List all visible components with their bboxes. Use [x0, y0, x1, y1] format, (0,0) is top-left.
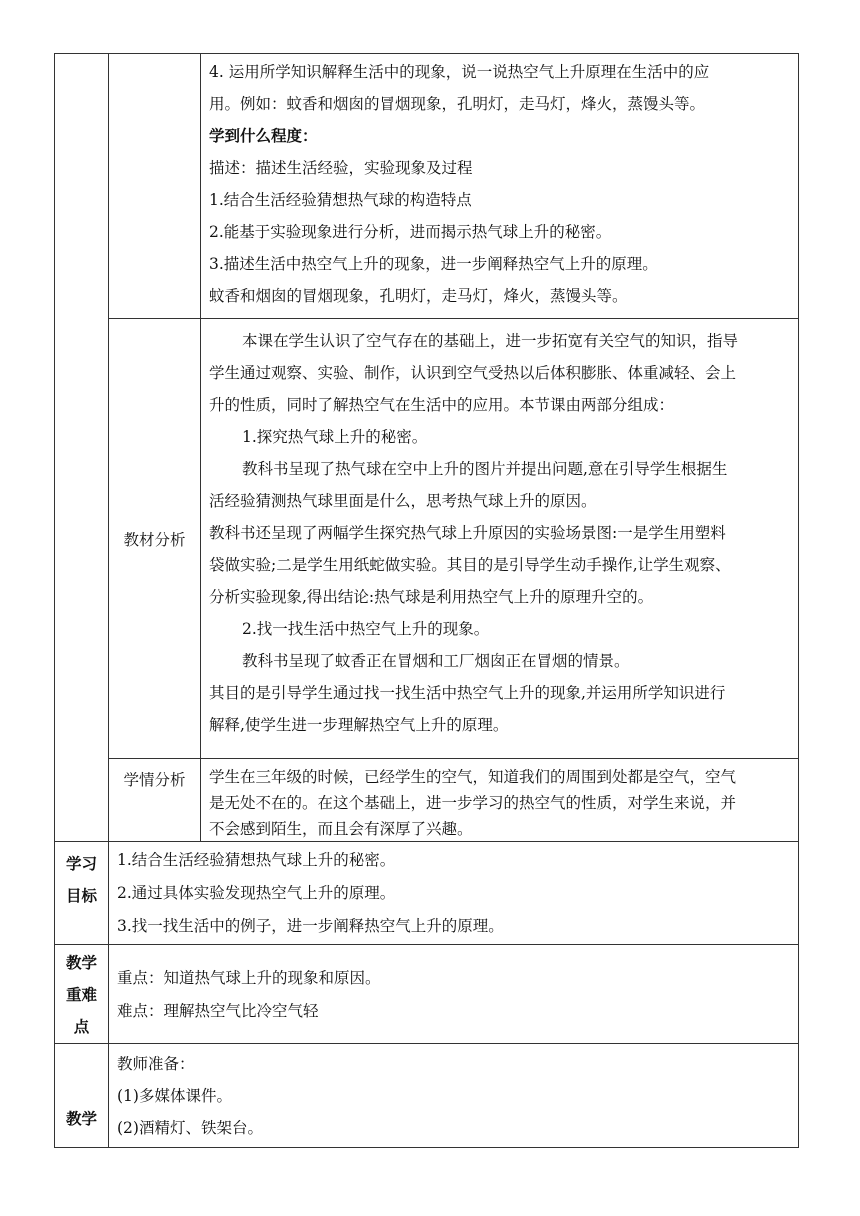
material-analysis-content	[201, 319, 799, 759]
key-points-header-line: 重难	[65, 986, 97, 1004]
text-line: 分析实验现象,得出结论:热气球是利用热空气上升的原理升空的。	[209, 588, 654, 606]
text-line: 用。例如：蚊香和烟囱的冒烟现象，孔明灯，走马灯，烽火，蒸馒头等。	[209, 95, 706, 113]
text-line: 活经验猜测热气球里面是什么，思考热气球上升的原因。	[209, 492, 597, 510]
prep-item: (1)多媒体课件。	[117, 1087, 232, 1105]
prep-content	[109, 1044, 799, 1148]
row-key-points	[55, 945, 799, 1044]
prep-item: (2)酒精灯、铁架台。	[117, 1119, 263, 1137]
key-point-item: 重点：知道热气球上升的现象和原因。	[117, 969, 381, 987]
text-line: 本课在学生认识了空气存在的基础上，进一步拓宽有关空气的知识，指导	[242, 332, 739, 350]
list-item: 蚊香和烟囱的冒烟现象，孔明灯，走马灯，烽火，蒸馒头等。	[209, 287, 628, 305]
prep-item: 教师准备：	[117, 1055, 195, 1073]
text-line: 学生在三年级的时候，已经学生的空气，知道我们的周围到处都是空气，空气	[209, 768, 737, 786]
list-item: 描述：描述生活经验，实验现象及过程	[209, 159, 473, 177]
text-line: 升的性质，同时了解热空气在生活中的应用。本节课由两部分组成：	[209, 396, 675, 414]
text-line: 学生通过观察、实验、制作，认识到空气受热以后体积膨胀、体重减轻、会上	[209, 364, 737, 382]
goal-item: 1.结合生活经验猜想热气球上升的秘密。	[117, 851, 396, 869]
prep-header-text: 教学	[65, 1110, 97, 1128]
text-line: 解释,使学生进一步理解热空气上升的原理。	[209, 716, 509, 734]
text-line: 4. 运用所学知识解释生活中的现象，说一说热空气上升原理在生活中的应	[209, 63, 710, 81]
empty-header-cell	[55, 54, 109, 842]
material-analysis-label: 教材分析	[109, 319, 201, 759]
key-point-item: 难点：理解热空气比冷空气轻	[117, 1002, 319, 1020]
row-prep	[55, 1044, 799, 1148]
text-line: 1.探究热气球上升的秘密。	[242, 428, 428, 446]
goals-header-line: 目标	[65, 887, 97, 905]
empty-label-cell	[109, 54, 201, 319]
text-line: 2.找一找生活中热空气上升的现象。	[242, 620, 490, 638]
row-material-analysis	[55, 319, 799, 759]
goal-item: 2.通过具体实验发现热空气上升的原理。	[117, 884, 396, 902]
key-points-content	[109, 945, 799, 1044]
text-line: 是无处不在的。在这个基础上，进一步学习的热空气的性质，对学生来说，并	[209, 794, 737, 812]
goal-item: 3.找一找生活中的例子，进一步阐释热空气上升的原理。	[117, 917, 504, 935]
row-applications	[55, 54, 799, 319]
list-item: 1.结合生活经验猜想热气球的构造特点	[209, 191, 472, 209]
lesson-plan-table	[54, 53, 799, 1148]
key-points-header	[55, 945, 109, 1044]
prep-header	[55, 1044, 109, 1148]
key-points-header-line: 点	[73, 1018, 90, 1036]
student-analysis-label-text: 学情分析	[123, 771, 186, 789]
text-line: 袋做实验;二是学生用纸蛇做实验。其目的是引导学生动手操作,让学生观察、	[209, 556, 731, 574]
text-line: 不会感到陌生，而且会有深厚了兴趣。	[209, 820, 473, 838]
goals-header-line: 学习	[65, 855, 97, 873]
text-line: 教科书还呈现了两幅学生探究热气球上升原因的实验场景图:一是学生用塑料	[209, 524, 726, 542]
goals-content	[109, 842, 799, 945]
student-analysis-label	[109, 759, 201, 842]
goals-header	[55, 842, 109, 945]
row-goals	[55, 842, 799, 945]
text-line: 教科书呈现了蚊香正在冒烟和工厂烟囱正在冒烟的情景。	[242, 652, 630, 670]
key-points-header-line: 教学	[65, 954, 97, 972]
applications-content	[201, 54, 799, 319]
text-line: 教科书呈现了热气球在空中上升的图片并提出问题,意在引导学生根据生	[242, 460, 728, 478]
list-item: 2.能基于实验现象进行分析，进而揭示热气球上升的秘密。	[209, 223, 612, 241]
list-item: 3.描述生活中热空气上升的现象，进一步阐释热空气上升的原理。	[209, 255, 658, 273]
row-student-analysis	[55, 759, 799, 842]
subheading: 学到什么程度：	[209, 127, 318, 145]
text-line: 其目的是引导学生通过找一找生活中热空气上升的现象,并运用所学知识进行	[209, 684, 726, 702]
student-analysis-content	[201, 759, 799, 842]
